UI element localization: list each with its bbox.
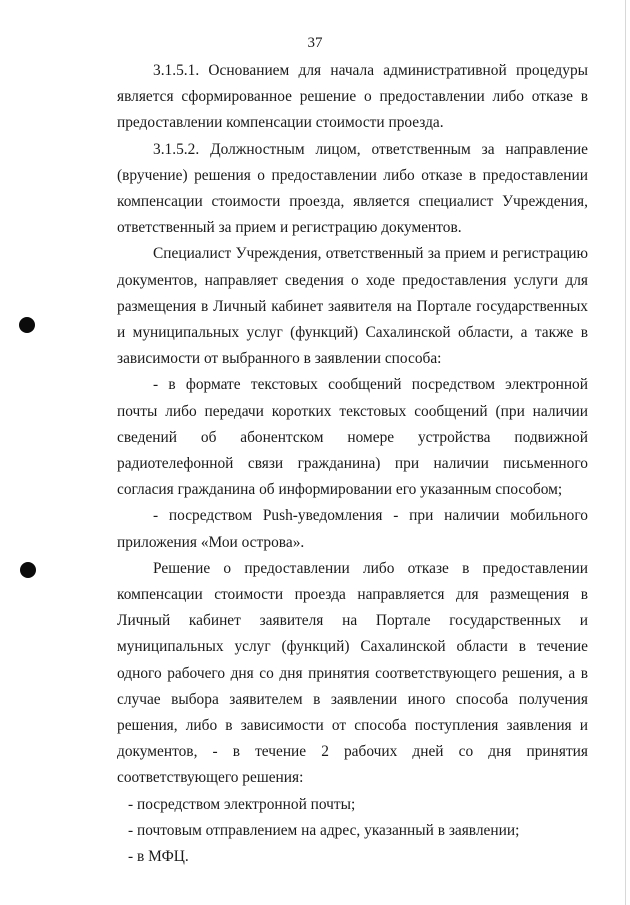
paragraph: - посредством Push-уведомления - при наличии мобильного приложения «Мои острова». xyxy=(117,507,588,551)
page-edge xyxy=(625,0,626,905)
list-item: - в МФЦ. xyxy=(128,848,189,866)
body-text xyxy=(117,58,588,870)
punch-hole xyxy=(20,562,36,578)
paragraph: 3.1.5.2. Должностным лицом, ответственным за направление (вручение) решения о предоставлении либо отказе в предоставлении компенсации стоимости проезда, является специалист Учреждения, ответственный за прием и регистрацию документов. xyxy=(117,140,588,237)
punch-hole xyxy=(19,317,35,333)
paragraph: - в формате текстовых сообщений посредством электронной почты либо передачи коротких текстовых сообщений (при наличии сведений об абонентском номере устройства подвижной радиотелефонной связи гражданина) при наличии письменного согласия гражданина об информировании его указанным способом; xyxy=(117,376,588,499)
paragraph: Специалист Учреждения, ответственный за прием и регистрацию документов, направляет сведения о ходе предоставления услуги для размещения в Личный кабинет заявителя на Портале государственных и муниципальных услуг (функций) Сахалинской области, а также в зависимости от выбранного в заявлении способа: xyxy=(117,245,588,368)
paragraph: 3.1.5.1. Основанием для начала административной процедуры является сформированное решение о предоставлении либо отказе в предоставлении компенсации стоимости проезда. xyxy=(117,62,588,132)
page-number: 37 xyxy=(307,35,323,51)
list-item: - почтовым отправлением на адрес, указанный в заявлении; xyxy=(128,821,520,839)
paragraph: Решение о предоставлении либо отказе в предоставлении компенсации стоимости проезда направляется для размещения в Личный кабинет заявителя на Портале государственных и муниципальных услуг (функций) Сахалинской области в течение одного рабочего дня со дня принятия соответствующего решения, а в случае выбора заявителем в заявлении иного способа получения решения, либо в зависимости от способа поступления заявления и документов, - в течение 2 рабочих дней со дня принятия соответствующего решения: xyxy=(117,559,588,787)
list-item: - посредством электронной почты; xyxy=(128,795,356,813)
